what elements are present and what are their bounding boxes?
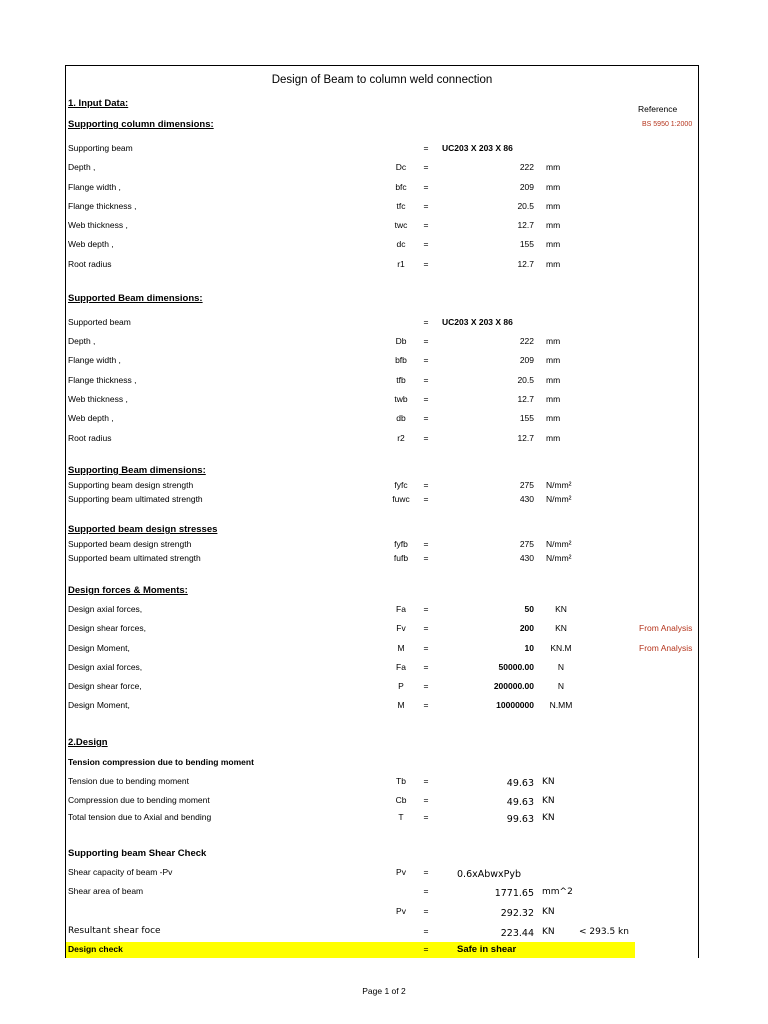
supporting-stress-row-value: 275: [519, 480, 534, 490]
beam-row-equals: =: [423, 355, 429, 365]
beam-row-equals: =: [423, 394, 429, 404]
design-check-label: Design check: [68, 944, 123, 954]
force-row-symbol: Fv: [396, 623, 406, 633]
design-check-result: Safe in shear: [457, 944, 517, 955]
force-row-note: From Analysis: [639, 623, 693, 633]
beam-row-symbol: r2: [397, 433, 405, 443]
tension-row-equals: =: [423, 812, 429, 822]
column-row-value: 12.7: [517, 259, 534, 269]
force-row-label: Design axial forces,: [68, 662, 143, 672]
column-dimensions-heading: Supporting column dimensions:: [68, 119, 214, 130]
beam-row-unit: mm: [546, 433, 561, 443]
tension-row-unit: KN: [542, 796, 555, 806]
shear-heading: Supporting beam Shear Check: [68, 848, 207, 859]
beam-row-equals: =: [423, 317, 429, 327]
beam-row-unit: mm: [546, 375, 561, 385]
column-row-label: Web depth ,: [68, 239, 114, 249]
column-row-value: 209: [519, 182, 534, 192]
column-row-value: 20.5: [517, 201, 534, 211]
shear-row-label: Shear area of beam: [68, 886, 144, 896]
shear-row-symbol: Pv: [396, 867, 406, 877]
force-row-label: Design Moment,: [68, 643, 130, 653]
beam-row-label: Flange thickness ,: [68, 375, 137, 385]
column-row-equals: =: [423, 201, 429, 211]
beam-row-label: Root radius: [68, 433, 112, 443]
column-row-symbol: dc: [396, 239, 406, 249]
column-row-label: Supporting beam: [68, 143, 133, 153]
beam-row-unit: mm: [546, 394, 561, 404]
force-row-value: 10: [524, 643, 534, 653]
column-row-value: 222: [519, 162, 534, 172]
beam-row-symbol: twb: [394, 394, 408, 404]
shear-row-equals: =: [423, 886, 429, 896]
supporting-stress-row-equals: =: [423, 494, 429, 504]
force-row-symbol: Fa: [396, 662, 406, 672]
beam-row-unit: mm: [546, 413, 561, 423]
shear-row-unit: KN: [542, 907, 555, 917]
shear-row-equals: =: [423, 906, 429, 916]
shear-row-equals: =: [423, 926, 429, 936]
column-row-equals: =: [423, 182, 429, 192]
column-row-equals: =: [423, 239, 429, 249]
force-row-equals: =: [423, 623, 429, 633]
shear-row-symbol: Pv: [396, 906, 406, 916]
supporting-stress-row-value: 430: [519, 494, 534, 504]
beam-row-value: 222: [519, 336, 534, 346]
force-row-symbol: Fa: [396, 604, 406, 614]
beam-row-value: 12.7: [517, 433, 534, 443]
beam-row-value: 12.7: [517, 394, 534, 404]
force-row-equals: =: [423, 662, 429, 672]
force-row-equals: =: [423, 604, 429, 614]
force-row-unit: N: [557, 662, 565, 672]
beam-row-equals: =: [423, 413, 429, 423]
design-heading: 2.Design: [68, 737, 108, 748]
supporting-stress-row-equals: =: [423, 480, 429, 490]
column-row-symbol: r1: [397, 259, 405, 269]
tension-row-symbol: Cb: [395, 795, 407, 805]
supported-stress-row-unit: N/mm²: [546, 553, 572, 563]
page-footer: Page 1 of 2: [362, 986, 406, 996]
supported-stress-row-label: Supported beam design strength: [68, 539, 192, 549]
forces-heading: Design forces & Moments:: [68, 585, 188, 596]
tension-row-equals: =: [423, 776, 429, 786]
beam-row-label: Depth ,: [68, 336, 96, 346]
column-row-equals: =: [423, 162, 429, 172]
force-row-unit: N.MM: [549, 700, 573, 710]
beam-row-label: Web thickness ,: [68, 394, 128, 404]
tension-row-unit: KN: [542, 777, 555, 787]
beam-row-symbol: tfb: [396, 375, 406, 385]
beam-row-value: UC203 X 203 X 86: [442, 317, 513, 327]
column-row-equals: =: [423, 220, 429, 230]
supported-stress-row-symbol: fyfb: [394, 539, 408, 549]
beam-row-label: Flange width ,: [68, 355, 121, 365]
supported-stress-row-value: 275: [519, 539, 534, 549]
tension-row-symbol: Tb: [396, 776, 406, 786]
supported-stress-row-value: 430: [519, 553, 534, 563]
force-row-value: 50000.00: [498, 662, 534, 672]
tension-row-label: Tension due to bending moment: [68, 776, 189, 786]
column-row-symbol: tfc: [396, 201, 406, 211]
column-row-symbol: twc: [394, 220, 408, 230]
shear-row-unit: mm^2: [542, 887, 573, 897]
column-row-label: Web thickness ,: [68, 220, 128, 230]
beam-row-symbol: bfb: [395, 355, 407, 365]
beam-row-label: Supported beam: [68, 317, 131, 327]
beam-row-unit: mm: [546, 336, 561, 346]
beam-dimensions-heading: Supported Beam dimensions:: [68, 293, 203, 304]
beam-row-symbol: db: [396, 413, 406, 423]
column-row-value: UC203 X 203 X 86: [442, 143, 513, 153]
input-data-heading: 1. Input Data:: [68, 98, 129, 109]
tension-row-value: 49.63: [506, 797, 534, 808]
tension-heading: Tension compression due to bending moment: [68, 757, 254, 767]
force-row-value: 10000000: [496, 700, 534, 710]
column-row-unit: mm: [546, 220, 561, 230]
beam-row-equals: =: [423, 433, 429, 443]
column-row-unit: mm: [546, 259, 561, 269]
supporting-stress-row-unit: N/mm²: [546, 494, 572, 504]
beam-row-value: 20.5: [517, 375, 534, 385]
force-row-value: 200: [519, 623, 534, 633]
supporting-stress-row-symbol: fyfc: [394, 480, 408, 490]
supported-stress-row-label: Supported beam ultimated strength: [68, 553, 201, 563]
beam-row-value: 209: [519, 355, 534, 365]
force-row-symbol: M: [397, 700, 405, 710]
design-check-highlight: [66, 942, 635, 958]
beam-row-value: 155: [519, 413, 534, 423]
column-row-symbol: bfc: [395, 182, 407, 192]
force-row-symbol: P: [398, 681, 404, 691]
force-row-unit: KN: [555, 623, 567, 633]
column-row-symbol: Dc: [395, 162, 407, 172]
force-row-equals: =: [423, 700, 429, 710]
column-row-label: Root radius: [68, 259, 112, 269]
force-row-unit: KN.M: [550, 643, 572, 653]
force-row-symbol: M: [397, 643, 405, 653]
shear-row-unit: KN: [542, 927, 555, 937]
force-row-unit: KN: [555, 604, 567, 614]
shear-row-equals: =: [423, 867, 429, 877]
force-row-note: From Analysis: [639, 643, 693, 653]
beam-row-equals: =: [423, 375, 429, 385]
tension-row-label: Compression due to bending moment: [68, 795, 210, 805]
supported-stress-row-equals: =: [423, 539, 429, 549]
supported-stress-heading: Supported beam design stresses: [68, 524, 218, 535]
shear-row-value: 0.6xAbwxPyb: [457, 869, 522, 880]
beam-row-symbol: Db: [395, 336, 407, 346]
column-row-value: 12.7: [517, 220, 534, 230]
force-row-value: 200000.00: [493, 681, 534, 691]
force-row-label: Design shear forces,: [68, 623, 146, 633]
supported-stress-row-symbol: fufb: [393, 553, 409, 563]
column-row-unit: mm: [546, 162, 561, 172]
beam-row-equals: =: [423, 336, 429, 346]
reference-header: Reference: [638, 104, 678, 114]
shear-row-label: Resultant shear foce: [68, 926, 161, 936]
column-row-equals: =: [423, 259, 429, 269]
reference-code: BS 5950 1:2000: [642, 121, 693, 128]
tension-row-unit: KN: [542, 813, 555, 823]
design-check-equals: =: [423, 944, 429, 954]
beam-row-unit: mm: [546, 355, 561, 365]
shear-row-value: 223.44: [500, 928, 534, 939]
supported-stress-row-unit: N/mm²: [546, 539, 572, 549]
force-row-equals: =: [423, 643, 429, 653]
shear-row-value: 292.32: [500, 908, 534, 919]
page-title: Design of Beam to column weld connection: [271, 74, 493, 86]
beam-row-label: Web depth ,: [68, 413, 114, 423]
column-row-equals: =: [423, 143, 429, 153]
column-row-unit: mm: [546, 182, 561, 192]
column-row-unit: mm: [546, 239, 561, 249]
shear-row-label: Shear capacity of beam -Pv: [68, 867, 173, 877]
tension-row-label: Total tension due to Axial and bending: [68, 812, 212, 822]
worksheet: [65, 65, 699, 958]
column-row-label: Flange width ,: [68, 182, 121, 192]
supporting-stress-heading: Supporting Beam dimensions:: [68, 465, 206, 476]
force-row-label: Design axial forces,: [68, 604, 143, 614]
column-row-label: Flange thickness ,: [68, 201, 137, 211]
shear-row-note: < 293.5 kn: [579, 927, 629, 937]
force-row-unit: N: [557, 681, 565, 691]
tension-row-value: 49.63: [506, 778, 534, 789]
shear-row-value: 1771.65: [494, 888, 534, 899]
column-row-value: 155: [519, 239, 534, 249]
supporting-stress-row-label: Supporting beam design strength: [68, 480, 194, 490]
supporting-stress-row-symbol: fuwc: [392, 494, 410, 504]
tension-row-value: 99.63: [506, 814, 534, 825]
tension-row-symbol: T: [398, 812, 404, 822]
supported-stress-row-equals: =: [423, 553, 429, 563]
tension-row-equals: =: [423, 795, 429, 805]
column-row-unit: mm: [546, 201, 561, 211]
supporting-stress-row-unit: N/mm²: [546, 480, 572, 490]
force-row-label: Design Moment,: [68, 700, 130, 710]
force-row-value: 50: [524, 604, 534, 614]
force-row-equals: =: [423, 681, 429, 691]
force-row-label: Design shear force,: [68, 681, 142, 691]
column-row-label: Depth ,: [68, 162, 96, 172]
supporting-stress-row-label: Supporting beam ultimated strength: [68, 494, 203, 504]
